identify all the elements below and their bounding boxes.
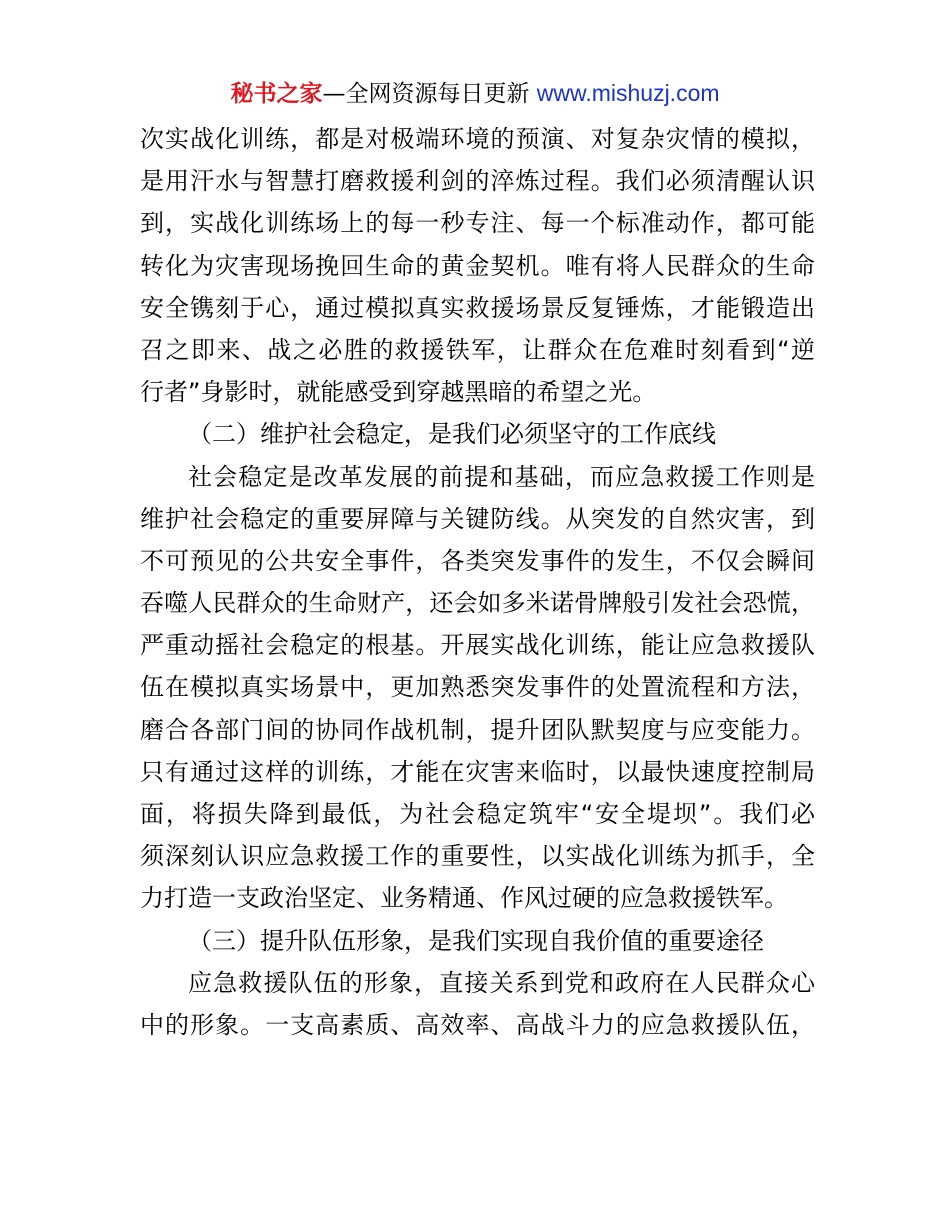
header-brand: 秘书之家 bbox=[230, 81, 323, 107]
header-tagline: —全网资源每日更新 bbox=[322, 81, 537, 107]
paragraph-line: 面，将损失降到最低，为社会稳定筑牢“安全堤坝”。我们必 bbox=[140, 800, 815, 828]
paragraph-line: 是用汗水与智慧打磨救援利剑的淬炼过程。我们必须清醒认识 bbox=[140, 167, 815, 196]
paragraph-line: 社会稳定是改革发展的前提和基础，而应急救援工作则是 bbox=[188, 462, 815, 491]
paragraph-line: 伍在模拟真实场景中，更加熟悉突发事件的处置流程和方法， bbox=[140, 673, 815, 702]
paragraph-line: 行者”身影时，就能感受到穿越黑暗的希望之光。 bbox=[140, 378, 657, 407]
paragraph-line: 应急救援队伍的形象，直接关系到党和政府在人民群众心 bbox=[188, 968, 815, 997]
paragraph-line: 不可预见的公共安全事件，各类突发事件的发生，不仅会瞬间 bbox=[140, 546, 815, 575]
paragraph-line: 中的形象。一支高素质、高效率、高战斗力的应急救援队伍， bbox=[140, 1010, 815, 1039]
section-heading: （三）提升队伍形象，是我们实现自我价值的重要途径 bbox=[188, 926, 764, 955]
paragraph-line: 只有通过这样的训练，才能在灾害来临时，以最快速度控制局 bbox=[140, 757, 815, 786]
paragraph-line: 严重动摇社会稳定的根基。开展实战化训练，能让应急救援队 bbox=[140, 631, 815, 660]
section-heading: （二）维护社会稳定，是我们必须坚守的工作底线 bbox=[188, 420, 716, 449]
paragraph-line: 转化为灾害现场挽回生命的黄金契机。唯有将人民群众的生命 bbox=[140, 251, 815, 280]
paragraph-line: 召之即来、战之必胜的救援铁军，让群众在危难时刻看到“逆 bbox=[140, 335, 815, 364]
header-url-link[interactable]: www.mishuzj.com bbox=[536, 80, 720, 106]
paragraph-line: 到，实战化训练场上的每一秒专注、每一个标准动作，都可能 bbox=[140, 209, 815, 238]
paragraph-line: 次实战化训练，都是对极端环境的预演、对复杂灾情的模拟， bbox=[140, 125, 815, 153]
paragraph-line: 安全镌刻于心，通过模拟真实救援场景反复锤炼，才能锻造出 bbox=[140, 293, 815, 322]
page-header bbox=[0, 78, 950, 109]
paragraph-line: 须深刻认识应急救援工作的重要性，以实战化训练为抓手，全 bbox=[140, 842, 815, 871]
paragraph-line: 磨合各部门间的协同作战机制，提升团队默契度与应变能力。 bbox=[140, 715, 815, 744]
paragraph-line: 维护社会稳定的重要屏障与关键防线。从突发的自然灾害，到 bbox=[140, 504, 815, 533]
document-body bbox=[140, 118, 815, 1046]
paragraph-line: 力打造一支政治坚定、业务精通、作风过硬的应急救援铁军。 bbox=[140, 884, 788, 913]
paragraph-line: 吞噬人民群众的生命财产，还会如多米诺骨牌般引发社会恐慌， bbox=[140, 589, 815, 618]
